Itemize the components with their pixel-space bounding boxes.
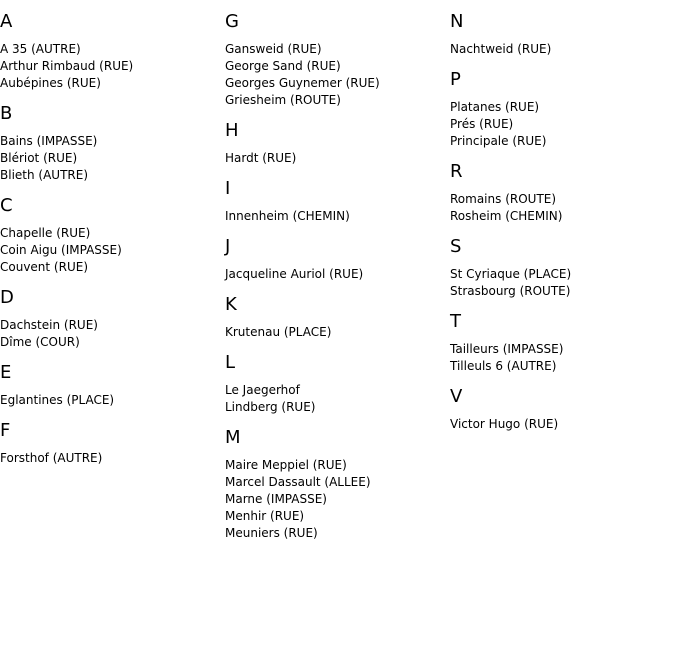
list-item xyxy=(225,75,450,92)
street-link[interactable]: Blieth (AUTRE) xyxy=(0,168,89,182)
street-link[interactable]: Jacqueline Auriol (RUE) xyxy=(225,267,364,281)
list-item xyxy=(450,99,675,116)
letter-group-k xyxy=(225,283,450,341)
street-link[interactable]: Romains (ROUTE) xyxy=(450,192,557,206)
letter-group-p xyxy=(450,58,675,150)
street-link[interactable]: Nachtweid (RUE) xyxy=(450,42,552,56)
letter-group-n xyxy=(450,0,675,58)
list-item xyxy=(450,416,675,433)
street-list xyxy=(0,225,225,276)
list-item xyxy=(0,392,225,409)
list-item xyxy=(450,341,675,358)
street-link[interactable]: St Cyriaque (PLACE) xyxy=(450,267,572,281)
letter-heading: J xyxy=(225,236,231,257)
letter-group-s xyxy=(450,225,675,300)
street-link[interactable]: Bains (IMPASSE) xyxy=(0,134,98,148)
street-link[interactable]: Tailleurs (IMPASSE) xyxy=(450,342,564,356)
street-link[interactable]: Strasbourg (ROUTE) xyxy=(450,284,571,298)
street-link[interactable]: Platanes (RUE) xyxy=(450,100,540,114)
street-list xyxy=(0,450,225,467)
street-link[interactable]: Rosheim (CHEMIN) xyxy=(450,209,563,223)
street-list xyxy=(450,266,675,300)
street-list xyxy=(450,41,675,58)
street-link[interactable]: Forsthof (AUTRE) xyxy=(0,451,103,465)
letter-heading: M xyxy=(225,427,241,448)
letter-heading: E xyxy=(0,362,12,383)
street-link[interactable]: Couvent (RUE) xyxy=(0,260,89,274)
list-item xyxy=(450,208,675,225)
street-link[interactable]: Marcel Dassault (ALLEE) xyxy=(225,475,371,489)
list-item xyxy=(225,92,450,109)
street-link[interactable]: George Sand (RUE) xyxy=(225,59,341,73)
street-link[interactable]: Le Jaegerhof xyxy=(225,383,300,397)
list-item xyxy=(0,75,225,92)
street-list xyxy=(450,416,675,433)
street-link[interactable]: A 35 (AUTRE) xyxy=(0,42,81,56)
letter-heading: T xyxy=(450,311,461,332)
list-item xyxy=(0,242,225,259)
letter-heading: P xyxy=(450,69,461,90)
street-link[interactable]: Arthur Rimbaud (RUE) xyxy=(0,59,134,73)
list-item xyxy=(225,324,450,341)
street-list xyxy=(450,99,675,150)
list-item xyxy=(450,116,675,133)
street-list xyxy=(225,382,450,416)
street-link[interactable]: Griesheim (ROUTE) xyxy=(225,93,341,107)
letter-group-c xyxy=(0,184,225,276)
street-link[interactable]: Prés (RUE) xyxy=(450,117,514,131)
list-item xyxy=(0,133,225,150)
letter-heading: H xyxy=(225,120,239,141)
list-item xyxy=(0,41,225,58)
letter-heading: B xyxy=(0,103,13,124)
street-list xyxy=(0,392,225,409)
street-list xyxy=(225,324,450,341)
list-item xyxy=(225,399,450,416)
street-link[interactable]: Blériot (RUE) xyxy=(0,151,78,165)
street-link[interactable]: Coin Aigu (IMPASSE) xyxy=(0,243,122,257)
street-link[interactable]: Innenheim (CHEMIN) xyxy=(225,209,350,223)
street-link[interactable]: Hardt (RUE) xyxy=(225,151,297,165)
street-link[interactable]: Georges Guynemer (RUE) xyxy=(225,76,380,90)
letter-heading: L xyxy=(225,352,236,373)
list-item xyxy=(0,167,225,184)
street-link[interactable]: Tilleuls 6 (AUTRE) xyxy=(450,359,557,373)
list-item xyxy=(0,58,225,75)
street-list xyxy=(225,208,450,225)
list-item xyxy=(0,450,225,467)
letter-heading: D xyxy=(0,287,14,308)
letter-group-r xyxy=(450,150,675,225)
list-item xyxy=(0,150,225,167)
list-item xyxy=(225,58,450,75)
list-item xyxy=(225,491,450,508)
letter-group-b xyxy=(0,92,225,184)
list-item xyxy=(225,508,450,525)
street-link[interactable]: Victor Hugo (RUE) xyxy=(450,417,559,431)
street-link[interactable]: Chapelle (RUE) xyxy=(0,226,91,240)
letter-group-e xyxy=(0,351,225,409)
list-item xyxy=(450,41,675,58)
list-item xyxy=(0,225,225,242)
street-link[interactable]: Krutenau (PLACE) xyxy=(225,325,332,339)
street-link[interactable]: Maire Meppiel (RUE) xyxy=(225,458,347,472)
street-list xyxy=(450,341,675,375)
street-list xyxy=(0,41,225,92)
list-item xyxy=(450,358,675,375)
letter-group-g xyxy=(225,0,450,109)
list-item xyxy=(225,474,450,491)
street-link[interactable]: Menhir (RUE) xyxy=(225,509,305,523)
letter-heading: A xyxy=(0,11,13,32)
street-link[interactable]: Meuniers (RUE) xyxy=(225,526,318,540)
letter-group-j xyxy=(225,225,450,283)
street-link[interactable]: Gansweid (RUE) xyxy=(225,42,322,56)
street-index-column-2 xyxy=(225,0,450,542)
list-item xyxy=(0,259,225,276)
letter-heading: V xyxy=(450,386,463,407)
list-item xyxy=(225,382,450,399)
letter-group-v xyxy=(450,375,675,433)
street-list xyxy=(450,191,675,225)
list-item xyxy=(0,317,225,334)
letter-group-f xyxy=(0,409,225,467)
list-item xyxy=(0,334,225,351)
street-index-column-3 xyxy=(450,0,675,433)
list-item xyxy=(225,525,450,542)
letter-group-i xyxy=(225,167,450,225)
letter-heading: N xyxy=(450,11,464,32)
street-link[interactable]: Principale (RUE) xyxy=(450,134,547,148)
list-item xyxy=(450,133,675,150)
letter-group-t xyxy=(450,300,675,375)
street-link[interactable]: Eglantines (PLACE) xyxy=(0,393,115,407)
street-link[interactable]: Marne (IMPASSE) xyxy=(225,492,327,506)
street-link[interactable]: Lindberg (RUE) xyxy=(225,400,316,414)
list-item xyxy=(225,266,450,283)
letter-heading: K xyxy=(225,294,237,315)
list-item xyxy=(225,457,450,474)
list-item xyxy=(225,41,450,58)
street-index-column-1 xyxy=(0,0,225,467)
letter-group-l xyxy=(225,341,450,416)
letter-group-h xyxy=(225,109,450,167)
list-item xyxy=(450,191,675,208)
letter-heading: R xyxy=(450,161,463,182)
letter-group-a xyxy=(0,0,225,92)
street-link[interactable]: Dîme (COUR) xyxy=(0,335,80,349)
letter-group-d xyxy=(0,276,225,351)
street-list xyxy=(0,317,225,351)
street-link[interactable]: Aubépines (RUE) xyxy=(0,76,101,90)
street-list xyxy=(225,150,450,167)
letter-heading: G xyxy=(225,11,239,32)
letter-heading: I xyxy=(225,178,231,199)
list-item xyxy=(450,266,675,283)
street-list xyxy=(0,133,225,184)
list-item xyxy=(225,150,450,167)
letter-group-m xyxy=(225,416,450,542)
street-list xyxy=(225,457,450,542)
street-list xyxy=(225,41,450,109)
list-item xyxy=(450,283,675,300)
street-link[interactable]: Dachstein (RUE) xyxy=(0,318,98,332)
letter-heading: F xyxy=(0,420,11,441)
letter-heading: C xyxy=(0,195,13,216)
letter-heading: S xyxy=(450,236,462,257)
street-list xyxy=(225,266,450,283)
list-item xyxy=(225,208,450,225)
